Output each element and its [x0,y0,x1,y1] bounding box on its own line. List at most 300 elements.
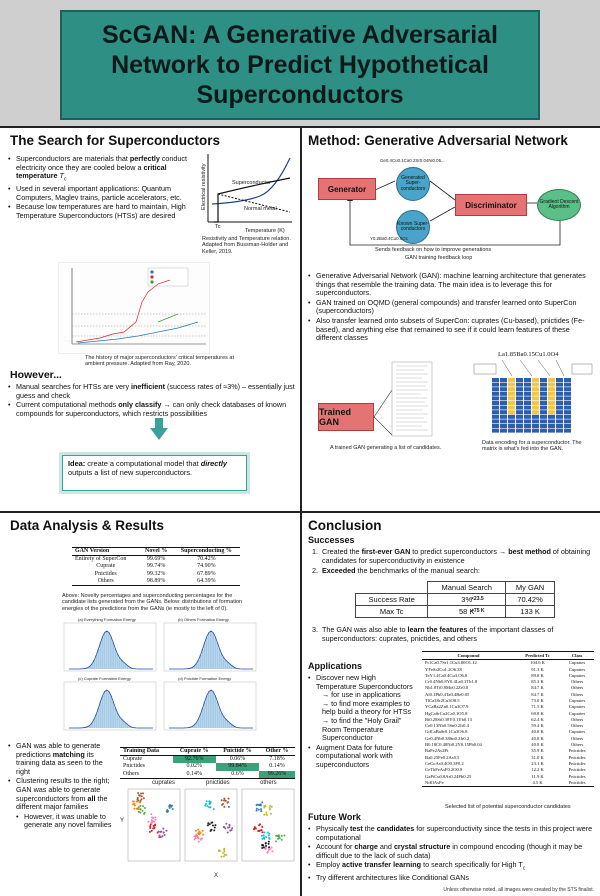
method-bullet-2: • GAN trained on OQMD (general compounds) and transfer learned onto SuperCon (superconductors) [308,299,594,316]
applications-heading: Applications [308,661,363,671]
cluster-point [269,808,271,810]
cell: 59.4 K [531,723,544,729]
cluster-panel [185,789,237,861]
cluster-point [272,850,274,852]
matrix-cell [532,415,539,419]
cell: Pnictides [568,779,586,785]
cell: Success Rate [356,594,428,606]
text: create a computational model that [85,459,201,468]
cluster-point [198,831,200,833]
matrix-cell [556,387,563,391]
cluster-point [198,841,200,843]
cluster-point [206,805,208,807]
cluster-label: cuprates [152,780,176,786]
graph-nm-label: Normal metal [244,206,277,212]
matrix-cell [500,415,507,419]
cell: TlCa3Sr2Cu3O8.5 [425,697,460,703]
matrix-cell [532,410,539,414]
conclusion-heading: Conclusion [308,518,382,533]
table-row [72,563,240,570]
matrix-cell [564,387,571,391]
matrix-cell [564,419,571,423]
hist-bar [116,713,118,728]
cluster-point [208,806,210,808]
success-item-3: 3. The GAN was also able to learn the features of the important classes of superconductors: cuprates, pnictides, and others [312,625,554,643]
cand-header: Predicted Tc [525,653,550,658]
cluster-point [258,809,260,811]
candidates-body [422,660,594,787]
matrix-cell [556,378,563,382]
matrix-cell [492,383,499,387]
cluster-point [132,800,134,802]
trained-caption: A trained GAN generating a list of candidates. [330,445,442,451]
text-bold: inefficient [131,382,165,391]
matrix-cell [564,383,571,387]
matrix-cell [548,429,555,433]
text: Current computational methods [16,400,119,410]
cluster-point [268,843,270,845]
matrix-cell [564,392,571,396]
hist-bar [102,696,104,728]
search-heading: The Search for Superconductors [10,133,221,148]
matrix-cell [516,419,523,423]
poster-header [0,0,600,128]
cluster-point [159,834,161,836]
cluster-point [149,827,151,829]
matrix-cell [564,429,571,433]
cluster-point [269,805,271,807]
cluster-point [206,800,208,802]
title-box [60,10,540,120]
matrix-cell [508,410,515,414]
matrix-cell [540,424,547,428]
cluster-point [198,833,200,835]
hist-bar [214,696,216,728]
matrix-cell [548,410,555,414]
search-bullet-3: • Because low temperatures are hard to maintain, High Temperature Superconductors (HTSs) are desired [8,203,200,220]
cluster-point [229,824,231,826]
matrix-cell [556,396,563,400]
cluster-point [227,831,229,833]
cluster-point [261,844,263,846]
hist-bar [221,654,223,669]
cluster-point [138,794,140,796]
text: for superconductivity since the tests in this project were computational [316,824,593,842]
t2-header: Cuprate % [179,748,209,754]
matrix-cell [564,406,571,410]
matrix-cell [532,424,539,428]
tc-sub: c [63,176,67,183]
text: Employ [316,860,342,870]
cell: 40.8 K [531,742,544,748]
matrix-cell [524,378,531,382]
cluster-panel [242,789,294,861]
matrix-cell [564,424,571,428]
cluster-point [197,829,199,831]
cell: CeThFeAsF0.2O0.8 [425,767,463,773]
text: Created the [322,547,362,556]
matrix-cell [548,401,555,405]
hist-title: (b) Others Formation Energy [178,617,229,622]
hist-title: (a) Everything Formation Energy [78,617,136,622]
hist-bar [208,691,210,728]
future-heading: Future Work [308,812,361,822]
matrix-cell [556,415,563,419]
cluster-point [193,836,195,838]
matrix-cell [540,410,547,414]
idea-box [62,455,247,491]
cell: BaFe2As2Pt [425,748,449,754]
cluster-point [137,797,139,799]
matrix-cell [492,410,499,414]
cluster-point [278,834,280,836]
cluster-point [154,824,156,826]
hist-bar [208,632,210,669]
matrix-cell [516,396,523,400]
matrix-cell [556,429,563,433]
hist-bar [106,690,108,728]
text: GAN was able to generate predictions [16,741,101,759]
matrix-cell [508,424,515,428]
cluster-point [223,855,225,857]
cluster-point [153,827,155,829]
matrix-cell [540,415,547,419]
matrix-cell [548,387,555,391]
cell: 11.9 K [531,773,544,779]
cluster-point [218,850,220,852]
however-heading: However... [10,369,62,381]
cluster-point [141,795,143,797]
cluster-point [265,811,267,813]
hist-bar [106,631,108,669]
cell: Cuprates [568,710,586,716]
cluster-point [139,805,141,807]
cell: 0.02% [186,763,203,770]
cluster-point [228,798,230,800]
cell-highlight: 99.84% [216,763,259,770]
matrix-cell [540,378,547,382]
matrix-cell [540,383,547,387]
text: the benchmarks of the manual search: [355,566,480,576]
cluster-point [224,854,226,856]
successes-list-cont [312,626,594,645]
method-bullet-3: • Also transfer learned onto subsets of SuperCon: cuprates (Cu-based), pnictides (Fe-based), and anything else that remained to see if it could learn features of these different classes [308,317,594,343]
hist-bar [104,632,106,669]
graph-xlabel: Temperature (K) [245,228,285,234]
cell: 91.3 K [531,666,544,672]
cluster-point [143,797,145,799]
cluster-point [220,856,222,858]
matrix-cell [492,424,499,428]
hist-bar [225,660,227,669]
cluster-point [154,816,156,818]
text: the [362,824,377,833]
cell: 84.7 K [531,691,544,697]
matrix-cell [556,410,563,414]
row-divider [0,511,600,513]
however-bullets [8,383,298,419]
t2-header: Pnictide % [223,748,252,754]
text-bold: active transfer learning [341,860,422,870]
text-bold: first-ever GAN [361,547,411,556]
matrix-cell [516,392,523,396]
matrix-cell [556,383,563,387]
matrix-cell [500,383,507,387]
t2-header: Other % [265,748,289,754]
trained-gan-box: Trained GAN [318,403,374,431]
cell: Cuprate [96,563,116,570]
hist-bar [108,691,110,728]
cell: Others [570,735,584,741]
cell: Pnictides [568,760,586,766]
matrix-cell [500,387,507,391]
successes-heading: Successes [308,535,355,545]
cluster-point [152,817,154,819]
sub-bullets [16,813,118,830]
cell: 0.6% [231,770,244,777]
cluster-point [140,798,142,800]
cluster-point [150,813,152,815]
matrix-cell [540,429,547,433]
future-item-1 [308,825,594,842]
cluster-point [142,792,144,794]
matrix-cell [524,410,531,414]
cluster-point [269,848,271,850]
app-sub-1: → for use in applications [322,690,401,700]
cell: 69.8 K [531,710,544,716]
history-chart [58,262,210,354]
cell: Max Tc [356,606,428,618]
cluster-point [277,838,279,840]
cluster-point [223,806,225,808]
cell: 40.8 K [531,735,544,741]
text: Discover new High Temperature Superconductors [316,673,413,691]
cell: Cuprate [123,756,142,763]
cell-highlight: 92.76% [173,756,217,764]
cluster-point [137,792,139,794]
cell: Ge0.4Nb0.38Sn0.2Ir0.2 [425,735,470,741]
cell: 89.8 K [531,672,544,678]
hist-bar [204,701,206,728]
cluster-point [263,836,265,838]
cluster-frame [128,789,180,861]
cell: 0.06% [229,756,246,763]
matrix-cell [524,415,531,419]
hist-bar [221,713,223,728]
cluster-point [260,808,262,810]
cluster-point [195,835,197,837]
cluster-point [154,819,156,821]
cluster-point [260,810,262,812]
matrix-cell [500,410,507,414]
t1-header: Novel % [145,548,168,554]
text-bold: critical temperature [16,162,167,181]
table-row [72,556,240,564]
matrix-cell [508,429,515,433]
t1-header: Superconducting % [180,548,232,554]
matrix-cell [532,383,539,387]
poster-title: ScGAN: A Generative Adversarial Network to Predict Hypothetical Superconductors [102,21,498,109]
hist-bar [212,632,214,669]
cell: 74.90% [197,563,216,570]
hist-bar [102,637,104,669]
cluster-point [139,800,141,802]
cell: 0.14% [269,763,285,770]
cluster-point [144,812,146,814]
matrix-cell [508,392,515,396]
hist-bar [121,719,123,728]
text-bold: learn the features [407,625,468,634]
hist-bar [104,691,106,728]
cluster-point [268,846,270,848]
text-bold: perfectly [129,154,160,163]
cell [356,582,428,594]
loop-caption: GAN training feedback loop [405,255,473,261]
cluster-point [163,832,165,834]
matrix-cell [492,429,499,433]
text: Manual searches for HTSs are very [16,382,132,391]
method-bullets [308,272,594,344]
cluster-point [210,801,212,803]
matrix-cell [524,406,531,410]
cell: 70.42% [506,594,555,606]
formula-bottom: Y0.2Ba0.4Cu0.5O1 [370,236,409,241]
novelty-table [72,547,240,586]
cell: 71.5 K [531,704,544,710]
graph-ylabel: Electrical resistivity [201,163,207,210]
cell: Al0.1Pb0.4Ta0.4Re0.05 [425,691,470,697]
matrix-cell [548,383,555,387]
cluster-point [213,808,215,810]
matrix-cell [556,401,563,405]
text-bold: crystal structure [393,842,451,852]
success-item-2: 2. Exceeded the benchmarks of the manual search: [312,566,480,576]
cell: 64.39% [197,577,216,584]
cluster-point [256,808,258,810]
matrix-cell [564,396,571,400]
method-heading: Method: Generative Adversarial Network [308,133,568,148]
text: (success rates of ≈3%) – essentially just guess and check [16,382,295,400]
cluster-point [283,834,285,836]
cluster-point [225,823,227,825]
text: outputs a list of new superconductors. [68,468,193,477]
text: Account for [316,842,355,852]
matrix-cell [516,401,523,405]
cluster-point [223,826,225,828]
cell-highlight: 99.26% [259,771,295,779]
matrix-cell [540,401,547,405]
hist-bar [225,719,227,728]
text: to search specifically for High T [421,860,523,870]
matrix-cell [492,406,499,410]
cluster-point [144,807,146,809]
text: its training data as seen to the right [16,749,103,776]
cluster-point [275,840,277,842]
matrix-cell [492,415,499,419]
cluster-point [134,805,136,807]
cell: YCaBa2Zn0.1Cu3O7.9 [425,704,469,710]
table-row [356,606,555,618]
cell: Pnictides [568,773,586,779]
cluster-point [263,805,265,807]
hist-bar [206,696,208,728]
cluster-point [264,848,266,850]
cluster-point [271,847,273,849]
table-row [120,771,295,779]
cluster-point [266,814,268,816]
application-item-1 [308,674,418,743]
matrix-cell [500,392,507,396]
cell: 0.14% [186,770,203,777]
cell: 104.6 K [530,660,545,666]
cluster-point [265,843,267,845]
matrix-cell [524,387,531,391]
text-bold: candidates [376,824,415,833]
cluster-point [227,801,229,803]
cluster-point [223,799,225,801]
matrix-cell [548,396,555,400]
cluster-point [142,805,144,807]
cell: Others [123,770,139,777]
cell: Bi0.28Si0.38Y0.1Yb0.13 [425,716,472,722]
cell: NdOAsFe [425,779,444,785]
cell: GdCaBaSr0.1Cu3O6.8 [425,729,468,735]
hist-bar [110,637,112,669]
hist-bar [116,654,118,669]
hist-bar [218,648,220,669]
future-bullets [308,825,594,884]
text: of obtaining candidates for superconductivity in existence [322,547,591,565]
table-row [72,571,240,578]
matrix-cell [524,429,531,433]
hist-bar [212,691,214,728]
matrix-cell [516,406,523,410]
tc-symbol: T [57,171,64,181]
cluster-point [213,829,215,831]
matrix-cell [564,410,571,414]
hist-panel [164,682,256,730]
cluster-axis-y: Y [120,818,125,824]
cell: GaPtCu0.8As0.24Pb0.25 [425,773,472,779]
text-bold: charge [354,842,378,852]
cluster-label: others [260,780,277,786]
matrix-cell [564,415,571,419]
cluster-point [133,808,135,810]
however-bullet-2 [8,401,298,418]
cluster-point [260,803,262,805]
cell: 62.4 K [531,716,544,722]
cluster-point [254,826,256,828]
cell: 73.0 K [531,697,544,703]
matrix-cell [516,429,523,433]
search-bullets [8,155,200,222]
search-bullet-2: • Used in several important applications: Quantum Computers, Maglev trains, particle accelerators, etc. [8,185,200,202]
cell: Cuprates [568,660,586,666]
cluster-point [222,803,224,805]
cell: Pnictides [568,754,586,760]
cluster-point [261,847,263,849]
cell: Nb1.8Ti0.8Mo0.2Zr0.8 [425,685,469,691]
cell: 84.7 K [531,685,544,691]
cell: 70.42% [197,556,216,563]
idea-label: Idea: [68,459,86,468]
matrix-cell [524,419,531,423]
cell: Others [97,577,114,584]
cluster-point [281,839,283,841]
candidates-list-graphic [374,360,434,440]
matrix-cell [532,429,539,433]
cell: YFeSr2Cu1.2O6.38 [425,666,462,672]
